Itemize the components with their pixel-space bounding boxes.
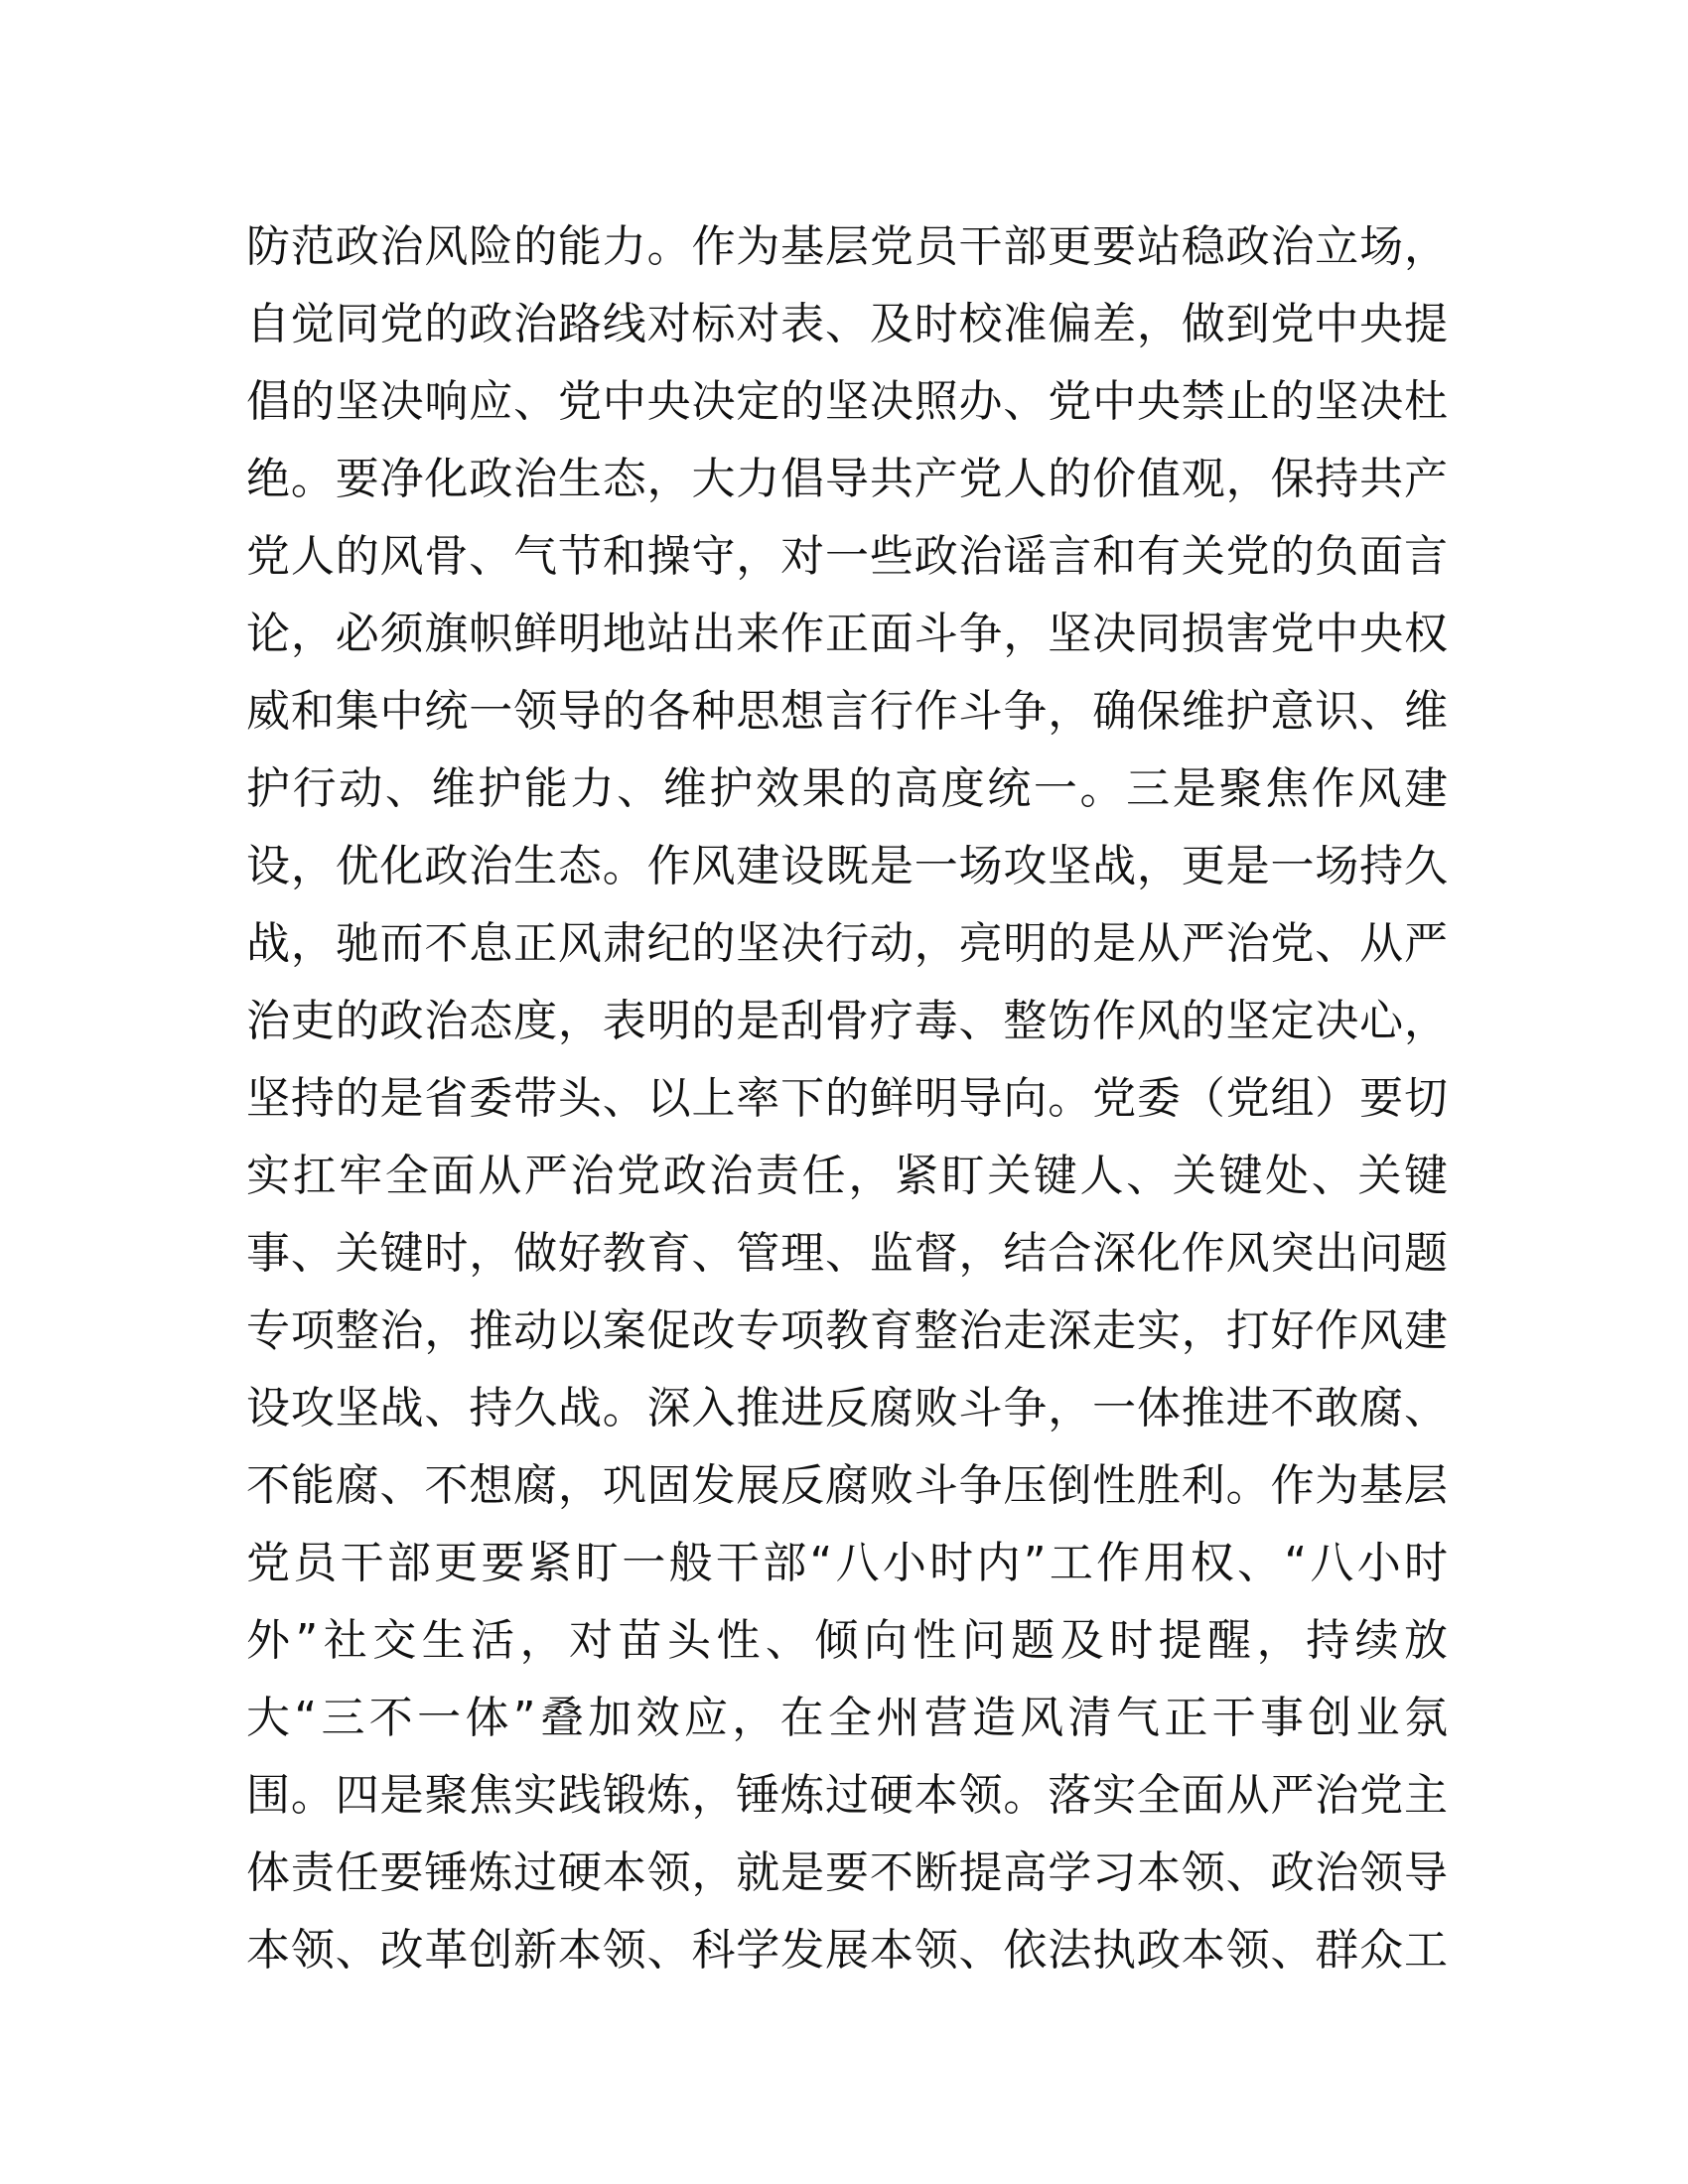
body-text: [246, 208, 1448, 1989]
text-line-7: 威和集中统一领导的各种思想言行作斗争，确保维护意识、维: [246, 686, 1448, 737]
text-line-11: 治吏的政治态度，表明的是刮骨疗毒、整饬作风的坚定决心，: [246, 996, 1448, 1046]
text-line-14: 事、关键时，做好教育、管理、监督，结合深化作风突出问题: [246, 1228, 1448, 1279]
text-line-21: 围。四是聚焦实践锻炼，锤炼过硬本领。落实全面从严治党主: [246, 1770, 1448, 1821]
text-line-5: 党人的风骨、气节和操守，对一些政治谣言和有关党的负面言: [246, 531, 1448, 582]
text-line-8: 护行动、维护能力、维护效果的高度统一。三是聚焦作风建: [246, 763, 1448, 814]
text-line-23: 本领、改革创新本领、科学发展本领、依法执政本领、群众工: [246, 1925, 1448, 1976]
text-line-9: 设，优化政治生态。作风建设既是一场攻坚战，更是一场持久: [246, 841, 1448, 891]
text-line-19: 外”社交生活，对苗头性、倾向性问题及时提醒，持续放: [246, 1615, 1448, 1666]
text-line-22: 体责任要锤炼过硬本领，就是要不断提高学习本领、政治领导: [246, 1847, 1448, 1898]
text-line-16: 设攻坚战、持久战。深入推进反腐败斗争，一体推进不敢腐、: [246, 1383, 1448, 1433]
text-line-13: 实扛牢全面从严治党政治责任，紧盯关键人、关键处、关键: [246, 1151, 1448, 1201]
text-line-17: 不能腐、不想腐，巩固发展反腐败斗争压倒性胜利。作为基层: [246, 1460, 1448, 1511]
text-line-10: 战，驰而不息正风肃纪的坚决行动，亮明的是从严治党、从严: [246, 918, 1448, 969]
text-line-15: 专项整治，推动以案促改专项教育整治走深走实，打好作风建: [246, 1305, 1448, 1356]
text-line-4: 绝。要净化政治生态，大力倡导共产党人的价值观，保持共产: [246, 454, 1448, 504]
text-line-18: 党员干部更要紧盯一般干部“八小时内”工作用权、“八小时: [246, 1538, 1448, 1588]
text-line-20: 大“三不一体”叠加效应，在全州营造风清气正干事创业氛: [246, 1693, 1448, 1743]
text-line-6: 论，必须旗帜鲜明地站出来作正面斗争，坚决同损害党中央权: [246, 609, 1448, 659]
text-line-2: 自觉同党的政治路线对标对表、及时校准偏差，做到党中央提: [246, 299, 1448, 349]
text-line-1: 防范政治风险的能力。作为基层党员干部更要站稳政治立场，: [246, 221, 1448, 272]
text-line-12: 坚持的是省委带头、以上率下的鲜明导向。党委（党组）要切: [246, 1073, 1448, 1124]
text-line-3: 倡的坚决响应、党中央决定的坚决照办、党中央禁止的坚决杜: [246, 376, 1448, 427]
